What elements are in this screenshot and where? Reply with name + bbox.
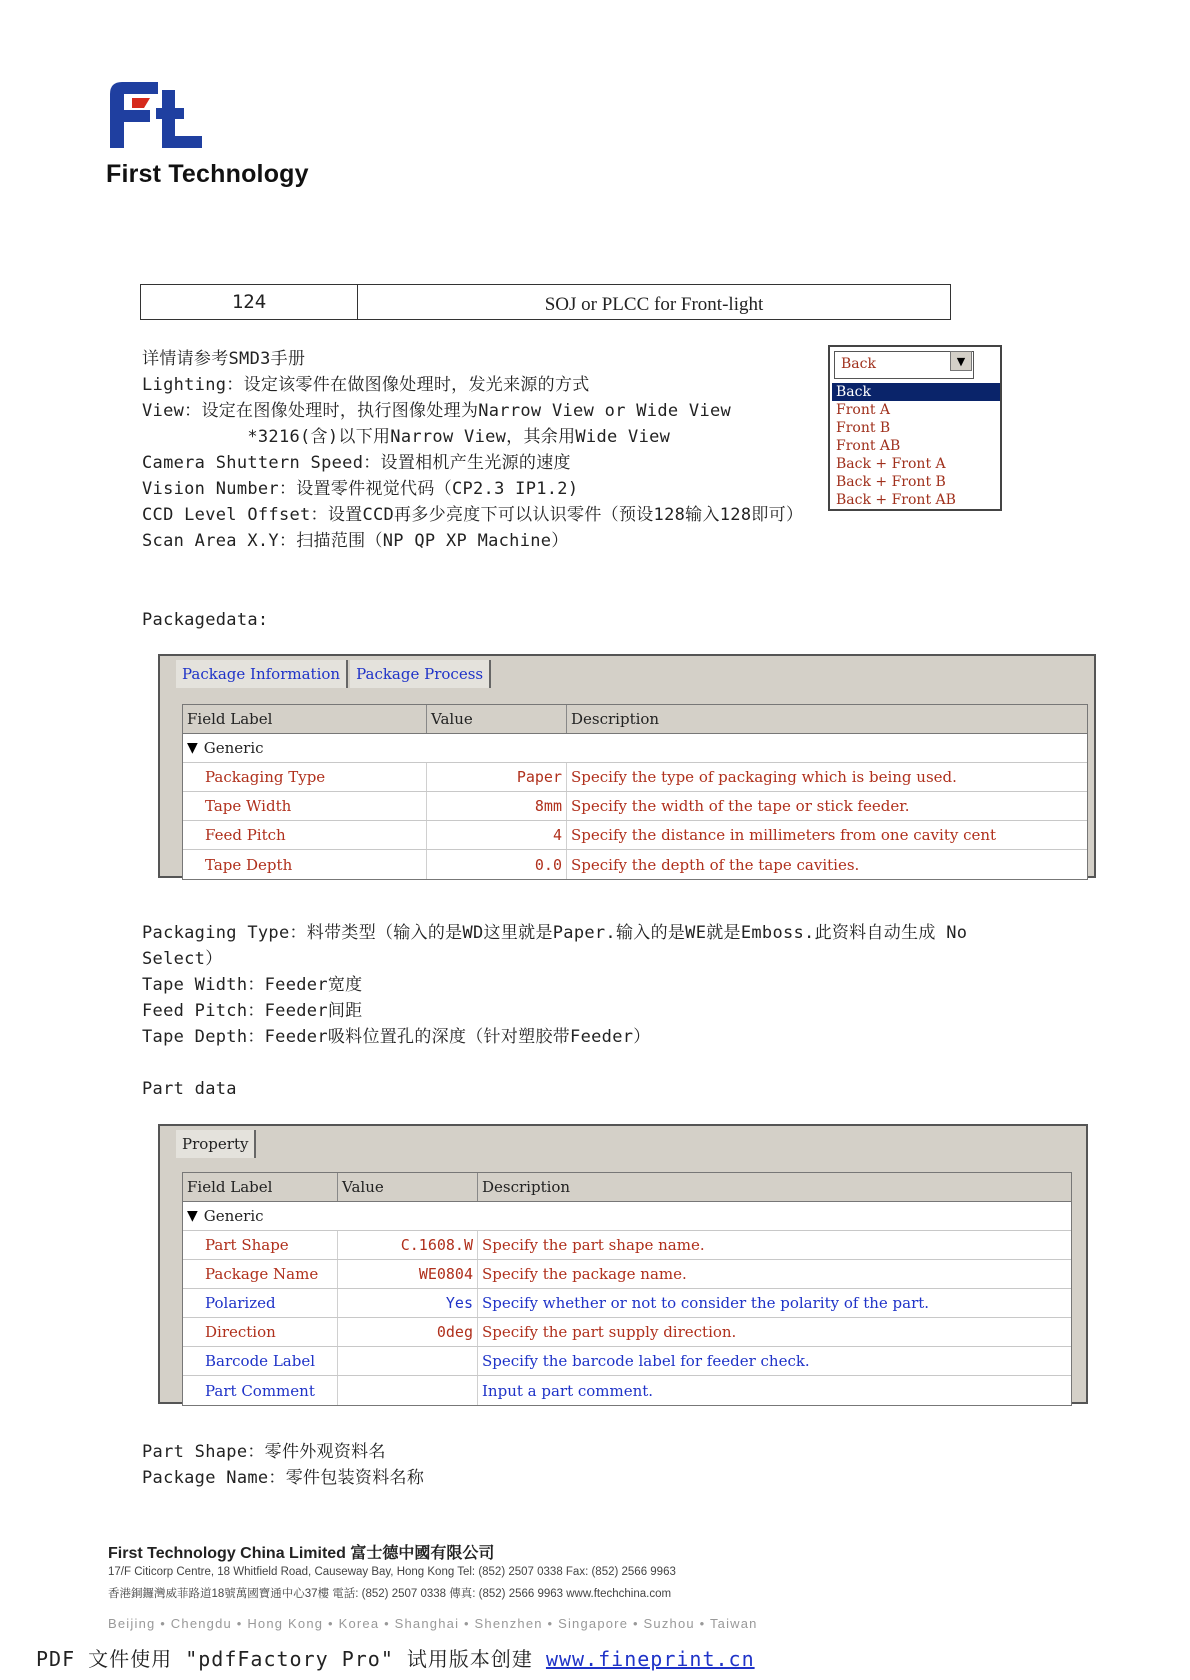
field-description: Input a part comment. — [482, 1381, 654, 1400]
intro-line-0: 详情请参考SMD3手册 — [142, 349, 306, 369]
field-value[interactable]: WE0804 — [338, 1260, 478, 1288]
package-note-4: Tape Depth：Feeder吸料位置孔的深度（针对塑胶带Feeder） — [142, 1027, 651, 1047]
field-label: Part Shape — [183, 1231, 338, 1259]
part-tabs — [176, 1130, 258, 1158]
table-row[interactable] — [183, 792, 1087, 821]
table-row[interactable] — [183, 1289, 1071, 1318]
column-header-value[interactable]: Value — [338, 1173, 478, 1201]
dropdown-selected-value[interactable]: Back — [834, 351, 974, 379]
group-label: Generic — [203, 1207, 264, 1225]
dropdown-option[interactable]: Front B — [836, 420, 891, 436]
dropdown-option[interactable]: Back + Front B — [836, 474, 946, 490]
field-value[interactable]: 0.0 — [427, 850, 567, 879]
footer-cities: Beijing • Chengdu • Hong Kong • Korea • Shanghai • Shenzhen • Singapore • Suzhou • Taiwan — [108, 1616, 758, 1631]
dropdown-option-list — [832, 383, 1000, 509]
field-value[interactable]: 0deg — [338, 1318, 478, 1346]
package-info-panel — [158, 654, 1096, 878]
field-value[interactable] — [338, 1376, 478, 1405]
intro-line-4: Camera Shuttern Speed：设置相机产生光源的速度 — [142, 453, 571, 473]
table-row[interactable] — [183, 1347, 1071, 1376]
field-description: Specify the part supply direction. — [482, 1323, 737, 1341]
tab-package-process[interactable]: Package Process — [350, 660, 491, 688]
ft-logo-icon — [106, 80, 206, 158]
table-row[interactable] — [183, 1376, 1071, 1405]
column-header-value[interactable]: Value — [427, 705, 567, 733]
package-property-grid — [182, 704, 1088, 880]
lighting-dropdown[interactable] — [828, 345, 1002, 511]
field-value[interactable]: 8mm — [427, 792, 567, 820]
intro-line-6: CCD Level Offset：设置CCD再多少亮度下可以认识零件（预设128输入128即可） — [142, 505, 804, 525]
field-description: Specify the barcode label for feeder check. — [482, 1352, 810, 1370]
table-row[interactable] — [183, 821, 1087, 850]
packagedata-label: Packagedata: — [142, 610, 269, 630]
field-label: Direction — [183, 1318, 338, 1346]
dropdown-option[interactable]: Front A — [836, 402, 891, 418]
section-title: SOJ or PLCC for Front-light — [544, 294, 764, 315]
intro-line-3: *3216(含)以下用Narrow View，其余用Wide View — [142, 427, 671, 447]
field-description: Specify the width of the tape or stick feeder. — [571, 797, 910, 815]
group-row[interactable] — [183, 734, 1087, 763]
expand-triangle-icon[interactable]: ▼ — [187, 740, 198, 756]
pdf-creator-note — [36, 1643, 755, 1672]
chevron-down-icon[interactable]: ▼ — [950, 351, 972, 371]
group-label: Generic — [203, 739, 264, 757]
column-header-field-label[interactable]: Field Label — [183, 705, 427, 733]
part-note-0: Part Shape：零件外观资料名 — [142, 1442, 386, 1462]
field-label: Packaging Type — [183, 763, 427, 791]
field-value[interactable]: C.1608.W — [338, 1231, 478, 1259]
intro-line-7: Scan Area X.Y：扫描范围（NP QP XP Machine） — [142, 531, 569, 551]
field-description: Specify the type of packaging which is being used. — [571, 768, 957, 786]
tab-package-information[interactable]: Package Information — [176, 660, 348, 688]
field-value[interactable]: Yes — [338, 1289, 478, 1317]
table-row[interactable] — [183, 1231, 1071, 1260]
package-note-3: Feed Pitch：Feeder间距 — [142, 1001, 363, 1021]
table-row[interactable] — [183, 763, 1087, 792]
table-row[interactable] — [183, 1260, 1071, 1289]
field-label: Feed Pitch — [183, 821, 427, 849]
table-row[interactable] — [183, 850, 1087, 879]
field-description: Specify the depth of the tape cavities. — [571, 855, 860, 874]
grid-header-row — [183, 1173, 1071, 1202]
field-value[interactable]: 4 — [427, 821, 567, 849]
field-label: Part Comment — [183, 1376, 338, 1405]
tab-property[interactable]: Property — [176, 1130, 256, 1158]
footer-company: First Technology China Limited 富士德中國有限公司 — [108, 1545, 495, 1562]
field-value[interactable]: Paper — [427, 763, 567, 791]
field-label: Barcode Label — [183, 1347, 338, 1375]
column-header-field-label[interactable]: Field Label — [183, 1173, 338, 1201]
field-label: Tape Width — [183, 792, 427, 820]
fineprint-link[interactable]: www.fineprint.cn — [545, 1647, 755, 1671]
partdata-label: Part data — [142, 1079, 237, 1099]
field-description: Specify the part shape name. — [482, 1236, 705, 1254]
footer-address-en: 17/F Citicorp Centre, 18 Whitfield Road, Causeway Bay, Hong Kong Tel: (852) 2507 0338 Fax: (852) 2566 9963 — [108, 1566, 676, 1578]
section-number: 124 — [141, 285, 358, 319]
part-property-panel — [158, 1124, 1088, 1404]
part-property-grid — [182, 1172, 1072, 1406]
package-note-1: Select） — [142, 949, 223, 969]
field-description: Specify the distance in millimeters from one cavity cent — [571, 826, 997, 844]
pdf-note-text: PDF 文件使用 "pdfFactory Pro" 试用版本创建 — [36, 1647, 546, 1671]
intro-line-2: View：设定在图像处理时，执行图像处理为Narrow View or Wide View — [142, 401, 732, 421]
company-name: First Technology — [106, 160, 309, 188]
column-header-description[interactable]: Description — [482, 1178, 571, 1196]
expand-triangle-icon[interactable]: ▼ — [187, 1208, 198, 1224]
section-header-table — [140, 284, 951, 320]
column-header-description[interactable]: Description — [571, 710, 660, 728]
grid-header-row — [183, 705, 1087, 734]
part-note-1: Package Name：零件包装资料名称 — [142, 1468, 425, 1488]
intro-line-1: Lighting：设定该零件在做图像处理时，发光来源的方式 — [142, 375, 590, 395]
field-value[interactable] — [338, 1347, 478, 1375]
package-note-2: Tape Width：Feeder宽度 — [142, 975, 363, 995]
dropdown-option[interactable]: Front AB — [836, 438, 901, 454]
field-description: Specify whether or not to consider the polarity of the part. — [482, 1294, 930, 1312]
field-label: Polarized — [183, 1289, 338, 1317]
package-tabs — [176, 660, 493, 688]
company-logo — [106, 80, 366, 195]
package-note-0: Packaging Type：料带类型（输入的是WD这里就是Paper.输入的是WE就是Emboss.此资料自动生成 No — [142, 923, 968, 943]
group-row[interactable] — [183, 1202, 1071, 1231]
dropdown-option[interactable]: Back — [832, 383, 1000, 401]
intro-line-5: Vision Number：设置零件视觉代码（CP2.3 IP1.2) — [142, 479, 579, 499]
table-row[interactable] — [183, 1318, 1071, 1347]
footer-address-cn: 香港銅鑼灣威菲路道18號萬國寶通中心37樓 電話: (852) 2507 0338 傳真: (852) 2566 9963 www.ftechchina.com — [108, 1588, 672, 1600]
field-label: Package Name — [183, 1260, 338, 1288]
dropdown-option[interactable]: Back + Front AB — [836, 492, 956, 508]
dropdown-option[interactable]: Back + Front A — [836, 456, 946, 472]
field-description: Specify the package name. — [482, 1265, 687, 1283]
field-label: Tape Depth — [183, 850, 427, 879]
